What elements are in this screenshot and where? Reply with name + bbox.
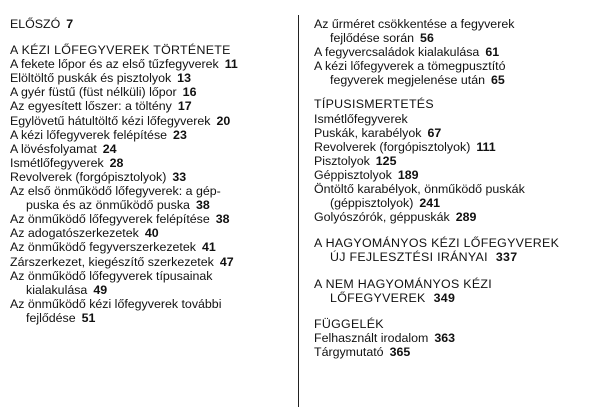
entry-label: Géppisztolyok xyxy=(314,167,392,182)
entry-page: 28 xyxy=(109,155,124,170)
toc-entry xyxy=(10,85,288,99)
toc-entry xyxy=(10,57,288,71)
entry-page: 47 xyxy=(219,254,234,269)
entry-page: 38 xyxy=(215,212,230,227)
entry-page: 125 xyxy=(375,153,397,168)
toc-entry xyxy=(10,212,288,226)
section-heading-nontraditional xyxy=(314,277,589,305)
entry-label: Az önműködő lőfegyverek típusainak xyxy=(10,268,213,283)
section-heading-history: A KÉZI LŐFEGYVEREK TÖRTÉNETE xyxy=(10,43,231,58)
entry-page: 365 xyxy=(389,344,411,359)
entry-page: 189 xyxy=(397,167,419,182)
section-title-line: ÚJ FEJLESZTÉSI IRÁNYAI 337 xyxy=(330,250,518,265)
entry-label: A kézi lőfegyverek felépítése xyxy=(10,127,168,142)
entry-page: 67 xyxy=(427,125,442,140)
toc-left-column xyxy=(10,17,288,325)
entry-label: Revolverek (forgópisztolyok) xyxy=(314,139,471,154)
entry-page: 33 xyxy=(172,169,187,184)
toc-entry xyxy=(10,99,288,113)
column-divider xyxy=(298,15,299,407)
entry-page: 17 xyxy=(177,99,192,114)
toc-entry xyxy=(10,240,288,254)
entry-page: 20 xyxy=(216,113,231,128)
toc-entry xyxy=(10,170,288,184)
entry-page: 23 xyxy=(173,127,187,142)
section-title-line: LŐFEGYVEREK 349 xyxy=(330,290,456,305)
entry-label: fejlődése xyxy=(26,310,76,325)
toc-entry xyxy=(314,331,589,345)
entry-page: 38 xyxy=(195,198,210,213)
entry-label: Tárgymutató xyxy=(314,344,384,359)
toc-entry-continuation xyxy=(314,31,589,45)
toc-entry xyxy=(10,184,288,198)
toc-entry xyxy=(10,128,288,142)
section-heading-appendix: FÜGGELÉK xyxy=(314,316,384,331)
entry-page: 61 xyxy=(485,45,500,60)
entry-label: Elöltöltő puskák és pisztolyok xyxy=(10,71,172,86)
toc-list-appendix xyxy=(314,331,589,359)
toc-entry-foreword xyxy=(10,17,288,31)
toc-entry xyxy=(10,156,288,170)
toc-entry xyxy=(10,297,288,311)
entry-label: Golyószórók, géppuskák xyxy=(314,210,450,225)
toc-entry xyxy=(10,71,288,85)
entry-page: 11 xyxy=(224,57,238,72)
entry-page: 41 xyxy=(201,240,216,255)
toc-entry xyxy=(314,168,589,182)
entry-label: Az adogatószerkezetek xyxy=(10,226,139,241)
toc-list-history xyxy=(10,57,288,325)
toc-entry-continuation xyxy=(10,198,288,212)
section-title-line: A NEM HAGYOMÁNYOS KÉZI xyxy=(314,276,493,291)
toc-list-history-cont xyxy=(314,17,589,87)
entry-page: 349 xyxy=(433,290,456,305)
toc-entry xyxy=(10,142,288,156)
entry-label: Revolverek (forgópisztolyok) xyxy=(10,169,167,184)
entry-label: fejlődése során xyxy=(330,31,415,46)
section-heading-types: TÍPUSISMERTETÉS xyxy=(314,97,434,112)
toc-entry-continuation xyxy=(314,196,589,210)
entry-page: 40 xyxy=(144,226,159,241)
entry-label: Az önműködő kézi lőfegyverek további xyxy=(10,296,222,311)
entry-label: Pisztolyok xyxy=(314,153,370,168)
entry-label: Az önműködő lőfegyverek felépítése xyxy=(10,212,210,227)
entry-page: 363 xyxy=(434,330,456,345)
entry-label: Az önműködő fegyverszerkezetek xyxy=(10,240,196,255)
entry-label: kialakulása xyxy=(26,282,88,297)
toc-entry xyxy=(314,126,589,140)
entry-page: 56 xyxy=(420,31,434,46)
toc-entry xyxy=(10,226,288,240)
section-title-line: A HAGYOMÁNYOS KÉZI LŐFEGYVEREK xyxy=(314,236,560,251)
toc-entry xyxy=(10,269,288,283)
entry-page: 241 xyxy=(419,196,441,211)
toc-entry xyxy=(10,255,288,269)
entry-label: fegyverek megjelenése után xyxy=(330,73,485,88)
toc-entry-continuation xyxy=(314,73,589,87)
entry-label: A lövésfolyamat xyxy=(10,141,97,156)
toc-right-column xyxy=(314,17,589,359)
toc-entry xyxy=(314,210,589,224)
entry-page: 24 xyxy=(102,141,117,156)
subsection-heading-repeaters: Ismétlőfegyverek xyxy=(314,111,408,126)
entry-label: Az első önműködő lőfegyverek: a gép- xyxy=(10,184,221,199)
entry-label: Ismétlőfegyverek xyxy=(10,155,104,170)
entry-page: 13 xyxy=(177,71,191,86)
toc-entry xyxy=(10,114,288,128)
entry-label: Egylövetű hátultöltő kézi lőfegyverek xyxy=(10,113,211,128)
entry-label: Zárszerkezet, kiegészítő szerkezetek xyxy=(10,254,214,269)
toc-entry xyxy=(314,182,589,196)
toc-entry-continuation xyxy=(10,311,288,325)
entry-label: Öntöltő karabélyok, önműködő puskák xyxy=(314,182,525,197)
entry-page: 16 xyxy=(182,85,197,100)
toc-list-types xyxy=(314,126,589,225)
section-heading-new-directions xyxy=(314,236,589,264)
toc-entry xyxy=(314,17,589,31)
toc-entry xyxy=(314,59,589,73)
entry-page: 289 xyxy=(455,210,477,225)
entry-label: Felhasznált irodalom xyxy=(314,330,429,345)
entry-label: ELŐSZÓ xyxy=(10,17,61,31)
entry-label: Az egyesített lőszer: a töltény xyxy=(10,99,172,114)
entry-page: 337 xyxy=(495,250,518,265)
entry-label: A fegyvercsaládok kialakulása xyxy=(314,45,480,60)
entry-page: 49 xyxy=(93,282,108,297)
entry-page: 111 xyxy=(476,139,496,154)
entry-label: (géppisztolyok) xyxy=(330,196,414,211)
entry-label: A gyér füstű (füst nélküli) lőpor xyxy=(10,85,177,100)
toc-entry xyxy=(314,45,589,59)
entry-label: puska és az önműködő puska xyxy=(26,198,190,213)
entry-page: 7 xyxy=(66,17,74,31)
entry-page: 51 xyxy=(81,310,96,325)
entry-label: A kézi lőfegyverek a tömegpusztító xyxy=(314,59,506,74)
toc-entry-continuation xyxy=(10,283,288,297)
toc-entry xyxy=(314,345,589,359)
toc-entry xyxy=(314,140,589,154)
entry-label: A fekete lőpor és az első tűzfegyverek xyxy=(10,57,219,72)
toc-entry xyxy=(314,154,589,168)
entry-page: 65 xyxy=(490,73,505,88)
entry-label: Puskák, karabélyok xyxy=(314,125,422,140)
entry-label: Az űrméret csökkentése a fegyverek xyxy=(314,17,515,31)
